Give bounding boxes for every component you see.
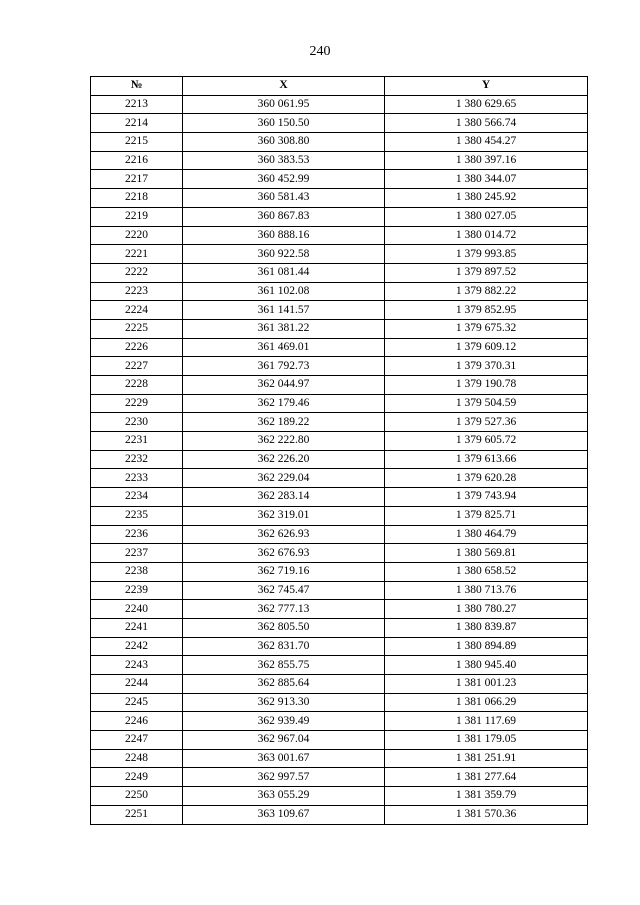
cell-number: 2233 — [91, 469, 183, 488]
cell-y: 1 380 464.79 — [385, 525, 588, 544]
cell-number: 2232 — [91, 450, 183, 469]
cell-number: 2247 — [91, 731, 183, 750]
cell-y: 1 379 504.59 — [385, 394, 588, 413]
cell-number: 2229 — [91, 394, 183, 413]
table-row — [91, 768, 588, 787]
table-row — [91, 357, 588, 376]
cell-y: 1 379 609.12 — [385, 338, 588, 357]
cell-number: 2250 — [91, 787, 183, 806]
cell-number: 2239 — [91, 581, 183, 600]
table-row — [91, 338, 588, 357]
table-row — [91, 151, 588, 170]
cell-y: 1 380 839.87 — [385, 618, 588, 637]
cell-y: 1 380 945.40 — [385, 656, 588, 675]
table-row — [91, 95, 588, 114]
cell-x: 361 792.73 — [183, 357, 385, 376]
table-row — [91, 394, 588, 413]
cell-number: 2218 — [91, 189, 183, 208]
cell-number: 2241 — [91, 618, 183, 637]
table-row — [91, 600, 588, 619]
coordinates-table — [90, 76, 588, 825]
cell-x: 360 452.99 — [183, 170, 385, 189]
cell-x: 361 381.22 — [183, 319, 385, 338]
cell-y: 1 379 852.95 — [385, 301, 588, 320]
cell-x: 362 885.64 — [183, 675, 385, 694]
cell-x: 362 319.01 — [183, 506, 385, 525]
table-row — [91, 263, 588, 282]
cell-number: 2214 — [91, 114, 183, 133]
table-row — [91, 805, 588, 824]
table-header-row — [91, 77, 588, 96]
cell-number: 2244 — [91, 675, 183, 694]
table-row — [91, 656, 588, 675]
table-row — [91, 114, 588, 133]
column-header-x: X — [183, 77, 385, 96]
cell-y: 1 381 066.29 — [385, 693, 588, 712]
cell-x: 360 922.58 — [183, 245, 385, 264]
cell-y: 1 380 894.89 — [385, 637, 588, 656]
cell-y: 1 379 613.66 — [385, 450, 588, 469]
table-row — [91, 189, 588, 208]
cell-y: 1 379 605.72 — [385, 432, 588, 451]
cell-x: 362 229.04 — [183, 469, 385, 488]
cell-number: 2238 — [91, 562, 183, 581]
table-row — [91, 133, 588, 152]
cell-number: 2240 — [91, 600, 183, 619]
cell-x: 362 179.46 — [183, 394, 385, 413]
cell-number: 2219 — [91, 207, 183, 226]
cell-y: 1 379 882.22 — [385, 282, 588, 301]
table-row — [91, 207, 588, 226]
cell-number: 2236 — [91, 525, 183, 544]
table-row — [91, 675, 588, 694]
cell-number: 2234 — [91, 488, 183, 507]
cell-number: 2220 — [91, 226, 183, 245]
cell-number: 2226 — [91, 338, 183, 357]
cell-y: 1 380 566.74 — [385, 114, 588, 133]
cell-number: 2223 — [91, 282, 183, 301]
cell-y: 1 379 620.28 — [385, 469, 588, 488]
cell-y: 1 381 179.05 — [385, 731, 588, 750]
cell-y: 1 381 251.91 — [385, 749, 588, 768]
table-row — [91, 544, 588, 563]
cell-number: 2224 — [91, 301, 183, 320]
cell-x: 361 081.44 — [183, 263, 385, 282]
cell-number: 2230 — [91, 413, 183, 432]
table-row — [91, 413, 588, 432]
cell-x: 361 141.57 — [183, 301, 385, 320]
table-row — [91, 712, 588, 731]
cell-number: 2246 — [91, 712, 183, 731]
table-body — [91, 95, 588, 824]
table-row — [91, 170, 588, 189]
cell-x: 362 967.04 — [183, 731, 385, 750]
cell-number: 2215 — [91, 133, 183, 152]
cell-x: 360 888.16 — [183, 226, 385, 245]
table-row — [91, 637, 588, 656]
table-row — [91, 488, 588, 507]
cell-x: 360 308.80 — [183, 133, 385, 152]
cell-y: 1 380 014.72 — [385, 226, 588, 245]
table-row — [91, 245, 588, 264]
cell-y: 1 381 001.23 — [385, 675, 588, 694]
table-row — [91, 301, 588, 320]
cell-x: 362 805.50 — [183, 618, 385, 637]
cell-number: 2221 — [91, 245, 183, 264]
cell-y: 1 381 277.64 — [385, 768, 588, 787]
table-row — [91, 450, 588, 469]
table-row — [91, 693, 588, 712]
cell-y: 1 381 117.69 — [385, 712, 588, 731]
cell-number: 2248 — [91, 749, 183, 768]
cell-number: 2225 — [91, 319, 183, 338]
cell-x: 362 222.80 — [183, 432, 385, 451]
cell-number: 2235 — [91, 506, 183, 525]
cell-x: 360 383.53 — [183, 151, 385, 170]
table-row — [91, 282, 588, 301]
cell-y: 1 380 629.65 — [385, 95, 588, 114]
table-row — [91, 749, 588, 768]
cell-number: 2217 — [91, 170, 183, 189]
table-row — [91, 226, 588, 245]
cell-y: 1 379 743.94 — [385, 488, 588, 507]
cell-number: 2245 — [91, 693, 183, 712]
table-row — [91, 506, 588, 525]
cell-y: 1 379 527.36 — [385, 413, 588, 432]
cell-y: 1 380 569.81 — [385, 544, 588, 563]
cell-number: 2222 — [91, 263, 183, 282]
cell-number: 2251 — [91, 805, 183, 824]
table-row — [91, 469, 588, 488]
cell-x: 362 189.22 — [183, 413, 385, 432]
column-header-number: № — [91, 77, 183, 96]
cell-y: 1 381 570.36 — [385, 805, 588, 824]
table-row — [91, 581, 588, 600]
cell-x: 360 867.83 — [183, 207, 385, 226]
table-row — [91, 432, 588, 451]
cell-y: 1 380 658.52 — [385, 562, 588, 581]
cell-x: 362 626.93 — [183, 525, 385, 544]
cell-y: 1 379 825.71 — [385, 506, 588, 525]
table-row — [91, 618, 588, 637]
cell-x: 362 676.93 — [183, 544, 385, 563]
cell-y: 1 380 344.07 — [385, 170, 588, 189]
cell-number: 2237 — [91, 544, 183, 563]
cell-number: 2242 — [91, 637, 183, 656]
cell-x: 360 150.50 — [183, 114, 385, 133]
cell-y: 1 380 397.16 — [385, 151, 588, 170]
cell-y: 1 380 245.92 — [385, 189, 588, 208]
cell-y: 1 379 190.78 — [385, 376, 588, 395]
table-row — [91, 562, 588, 581]
page-number: 240 — [309, 44, 331, 59]
cell-x: 362 777.13 — [183, 600, 385, 619]
column-header-y: Y — [385, 77, 588, 96]
cell-x: 362 745.47 — [183, 581, 385, 600]
cell-y: 1 379 370.31 — [385, 357, 588, 376]
cell-number: 2227 — [91, 357, 183, 376]
cell-x: 361 469.01 — [183, 338, 385, 357]
cell-y: 1 380 454.27 — [385, 133, 588, 152]
cell-number: 2228 — [91, 376, 183, 395]
cell-y: 1 380 713.76 — [385, 581, 588, 600]
cell-x: 361 102.08 — [183, 282, 385, 301]
cell-y: 1 381 359.79 — [385, 787, 588, 806]
cell-x: 362 283.14 — [183, 488, 385, 507]
cell-y: 1 379 993.85 — [385, 245, 588, 264]
cell-y: 1 379 897.52 — [385, 263, 588, 282]
table-row — [91, 787, 588, 806]
table-row — [91, 731, 588, 750]
table-row — [91, 376, 588, 395]
cell-y: 1 379 675.32 — [385, 319, 588, 338]
cell-x: 362 939.49 — [183, 712, 385, 731]
cell-number: 2231 — [91, 432, 183, 451]
cell-x: 362 226.20 — [183, 450, 385, 469]
cell-number: 2249 — [91, 768, 183, 787]
cell-number: 2216 — [91, 151, 183, 170]
cell-x: 362 831.70 — [183, 637, 385, 656]
cell-x: 363 001.67 — [183, 749, 385, 768]
cell-x: 362 913.30 — [183, 693, 385, 712]
cell-x: 362 997.57 — [183, 768, 385, 787]
cell-x: 362 719.16 — [183, 562, 385, 581]
cell-number: 2243 — [91, 656, 183, 675]
table-row — [91, 525, 588, 544]
cell-y: 1 380 780.27 — [385, 600, 588, 619]
cell-x: 360 581.43 — [183, 189, 385, 208]
table-row — [91, 319, 588, 338]
cell-x: 363 055.29 — [183, 787, 385, 806]
cell-x: 360 061.95 — [183, 95, 385, 114]
cell-y: 1 380 027.05 — [385, 207, 588, 226]
cell-x: 363 109.67 — [183, 805, 385, 824]
cell-number: 2213 — [91, 95, 183, 114]
cell-x: 362 855.75 — [183, 656, 385, 675]
cell-x: 362 044.97 — [183, 376, 385, 395]
